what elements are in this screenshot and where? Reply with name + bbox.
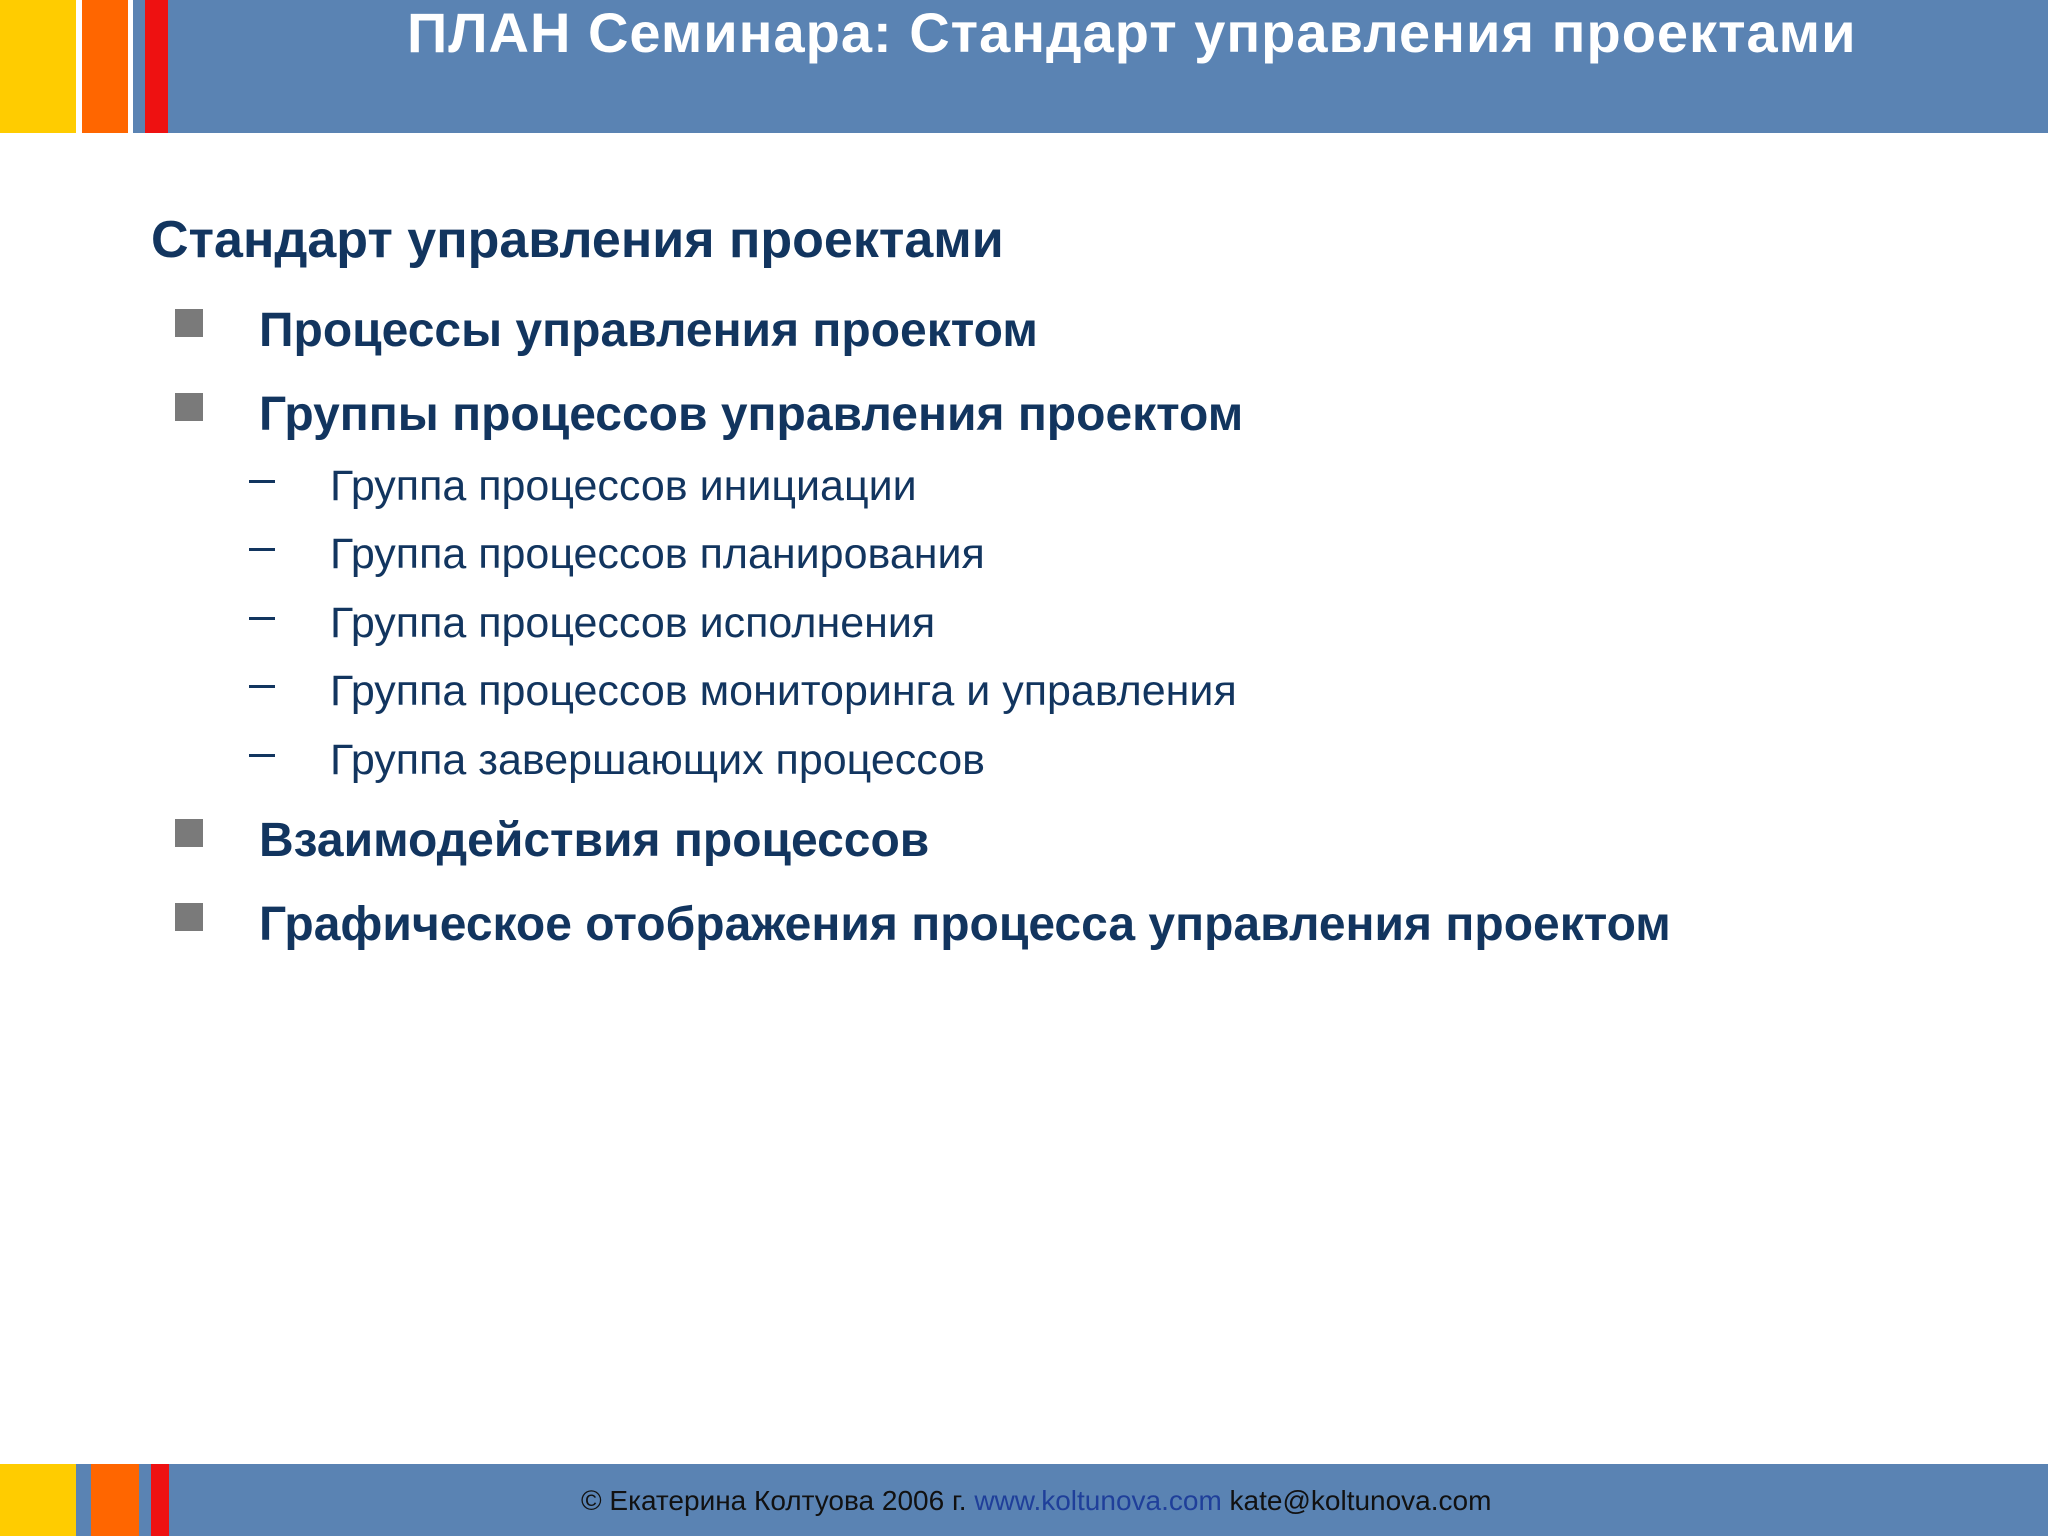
footer-website-link[interactable]: www.koltunova.com bbox=[974, 1485, 1222, 1516]
sub-bullet-item bbox=[249, 661, 1237, 721]
bullet-item bbox=[175, 382, 1243, 446]
sub-bullet-label: Группа процессов исполнения bbox=[330, 598, 936, 647]
footer-copyright: © Екатерина Колтуова 2006 г. bbox=[581, 1485, 967, 1516]
bullet-item-label: Взаимодействия процессов bbox=[259, 813, 930, 867]
bullet-item-label: Графическое отображения процесса управления проектом bbox=[259, 897, 1671, 951]
orange-stripe bbox=[91, 1464, 139, 1536]
red-stripe bbox=[145, 0, 168, 133]
bullet-item-label: Процессы управления проектом bbox=[259, 303, 1038, 357]
bullet-item bbox=[175, 808, 929, 872]
dash-bullet-icon bbox=[249, 548, 275, 551]
yellow-stripe bbox=[0, 1464, 76, 1536]
bullet-item-label: Группы процессов управления проектом bbox=[259, 387, 1244, 441]
dash-bullet-icon bbox=[249, 754, 275, 757]
slide-title: ПЛАН Семинара: Стандарт управления проектами bbox=[407, 1, 1857, 64]
square-bullet-icon bbox=[175, 819, 203, 847]
section-heading: Стандарт управления проектами bbox=[151, 211, 1004, 269]
sub-bullet-item bbox=[249, 730, 985, 790]
sub-bullet-label: Группа завершающих процессов bbox=[330, 735, 985, 784]
header-band bbox=[0, 0, 2048, 133]
sub-bullet-label: Группа процессов мониторинга и управления bbox=[330, 666, 1237, 715]
bullet-item bbox=[175, 298, 1038, 362]
blue-stripe bbox=[133, 0, 145, 133]
yellow-stripe bbox=[0, 0, 76, 133]
sub-bullet-label: Группа процессов инициации bbox=[330, 461, 917, 510]
square-bullet-icon bbox=[175, 309, 203, 337]
blue-gap-stripe bbox=[76, 1464, 91, 1536]
orange-stripe bbox=[82, 0, 128, 133]
red-stripe bbox=[151, 1464, 169, 1536]
blue-stripe bbox=[139, 1464, 151, 1536]
sub-bullet-item bbox=[249, 593, 935, 653]
footer-credits bbox=[581, 1484, 1491, 1518]
bullet-item bbox=[175, 892, 1671, 956]
sub-bullet-label: Группа процессов планирования bbox=[330, 529, 985, 578]
dash-bullet-icon bbox=[249, 617, 275, 620]
dash-bullet-icon bbox=[249, 685, 275, 688]
square-bullet-icon bbox=[175, 903, 203, 931]
square-bullet-icon bbox=[175, 393, 203, 421]
sub-bullet-item bbox=[249, 456, 917, 516]
dash-bullet-icon bbox=[249, 480, 275, 483]
footer-email[interactable]: kate@koltunova.com bbox=[1229, 1485, 1492, 1516]
sub-bullet-item bbox=[249, 524, 985, 584]
